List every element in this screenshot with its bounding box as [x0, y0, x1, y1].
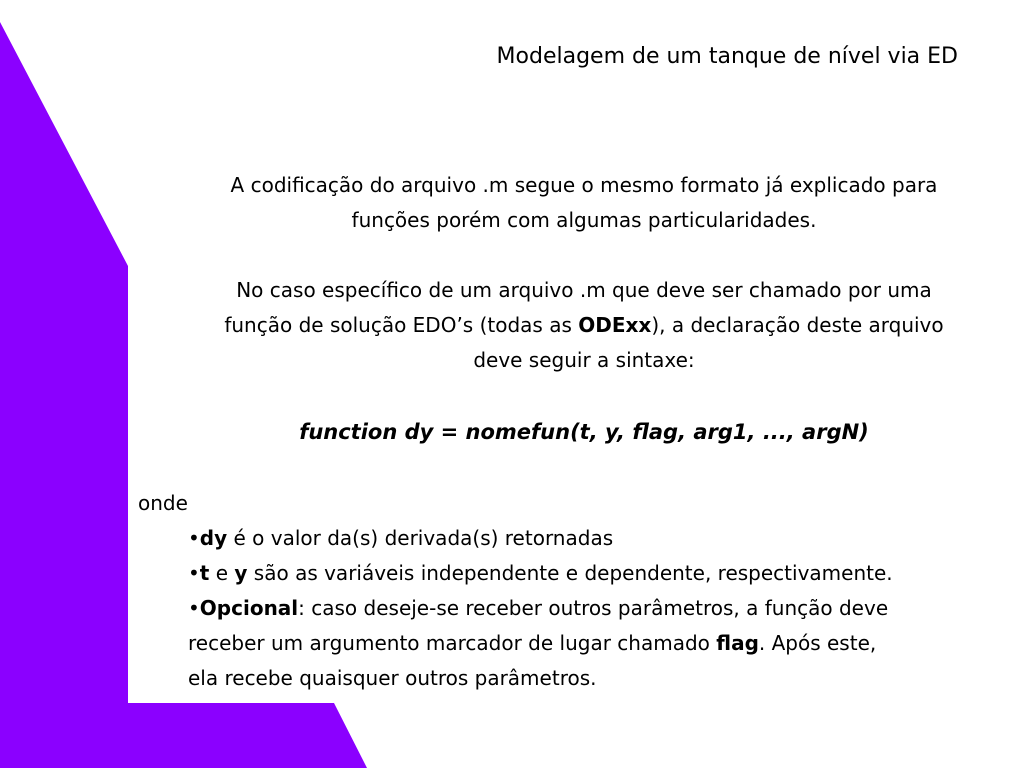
context-line-3: deve seguir a sintaxe:: [473, 348, 695, 372]
opcional-line-2-end: . Após este,: [758, 631, 877, 655]
bullet-marker: •: [188, 596, 200, 620]
opcional-term: Opcional: [199, 596, 299, 620]
opcional-line-3: ela recebe quaisquer outros parâmetros.: [188, 666, 597, 690]
t-term: t: [199, 561, 210, 585]
slide-title: Modelagem de um tanque de nível via ED: [496, 44, 958, 69]
opcional-line-2-start: receber um argumento marcador de lugar chamado: [188, 631, 717, 655]
bullet-marker: •: [188, 561, 200, 585]
opcional-description: : caso deseje-se receber outros parâmetros, a função deve: [298, 596, 889, 620]
bullet-dy: [188, 521, 988, 556]
bullet-t-y: [188, 556, 988, 591]
function-syntax: function dy = nomefun(t, y, flag, arg1, ..., argN): [299, 420, 869, 444]
y-term: y: [234, 561, 248, 585]
dy-term: dy: [199, 526, 228, 550]
opcional-line-2: [188, 626, 988, 661]
t-y-description: são as variáveis independente e dependente, respectivamente.: [247, 561, 893, 585]
intro-line-2: funções porém com algumas particularidades.: [351, 208, 817, 232]
context-line-2-end: ), a declaração deste arquivo: [651, 313, 944, 337]
intro-line-1: A codificação do arquivo .m segue o mesmo formato já explicado para: [230, 173, 938, 197]
opcional-line-1: [188, 591, 988, 626]
bullet-marker: •: [188, 526, 200, 550]
flag-term: flag: [716, 631, 759, 655]
context-line-2: [140, 308, 1024, 343]
intro-paragraph: [140, 168, 1024, 238]
dy-description: é o valor da(s) derivada(s) retornadas: [227, 526, 614, 550]
context-line-1: No caso específico de um arquivo .m que deve ser chamado por uma: [236, 278, 932, 302]
bullet-opcional: [188, 591, 988, 696]
bullet-list: [188, 521, 988, 696]
onde-label: onde: [138, 491, 188, 515]
t-y-connector: e: [209, 561, 235, 585]
context-line-2-start: função de solução EDO’s (todas as: [224, 313, 579, 337]
context-paragraph: [140, 273, 1024, 378]
odexx-term: ODExx: [578, 313, 652, 337]
